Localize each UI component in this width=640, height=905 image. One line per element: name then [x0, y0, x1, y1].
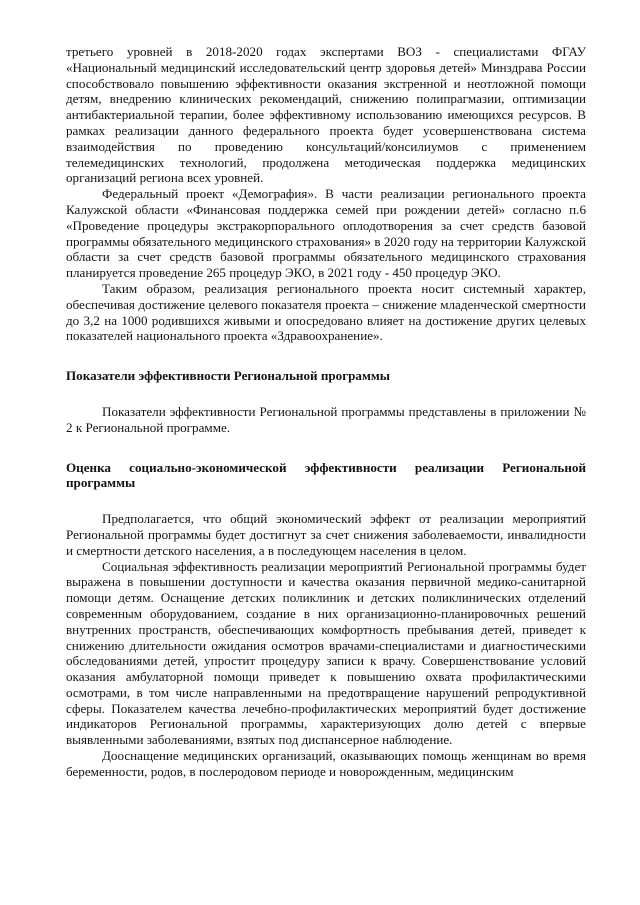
spacer [66, 491, 586, 511]
paragraph-continuation: третьего уровней в 2018-2020 годах экспертами ВОЗ - специалистами ФГАУ «Национальный медицинский исследовательский центр здоровья детей» Минздрава России способствовало повышению эффективности оказания экстренной и неотложной помощи детям, внедрению клинических рекомендаций, снижению полипрагмазии, оптимизации антибактериальной терапии, более эффективному использованию имеющихся ресурсов. В рамках реализации данного федерального проекта будет усовершенствована система взаимодействия по проведению консультаций/консилиумов с применением телемедицинских технологий, продолжена методическая поддержка медицинских организаций региона всех уровней. [66, 44, 586, 186]
paragraph-indicators: Показатели эффективности Региональной программы представлены в приложении № 2 к Региональной программе. [66, 403, 586, 435]
spacer [66, 344, 586, 368]
paragraph-equipment: Дооснащение медицинских организаций, оказывающих помощь женщинам во время беременности, родов, в послеродовом периоде и новорожденным, медицинским [66, 748, 586, 779]
section-heading-indicators: Показатели эффективности Региональной программы [66, 368, 391, 384]
section-heading-evaluation: Оценка социально-экономической эффективности реализации Региональной программы [66, 459, 586, 491]
document-page [66, 44, 586, 780]
paragraph-conclusion: Таким образом, реализация регионального проекта носит системный характер, обеспечивая достижение целевого показателя проекта – снижение младенческой смертности до 3,2 на 1000 родившихся живыми и опосредовано влияет на достижение других целевых показателей национального проекта «Здравоохранение». [66, 280, 586, 344]
paragraph-economic-effect: Предполагается, что общий экономический эффект от реализации мероприятий Региональной программы будет достигнут за счет снижения заболеваемости, инвалидности и смертности детского населения, а в последующем населения в целом. [66, 511, 586, 558]
paragraph-social-effect: Социальная эффективность реализации мероприятий Региональной программы будет выражена в повышении доступности и качества оказания первичной медико-санитарной помощи детям. Оснащение детских поликлиник и детских поликлинических отделений современным оборудованием, создание в них организационно-планировочных решений внутренних пространств, обеспечивающих комфортность пребывания детей, приведет к снижению длительности ожидания осмотров врачами-специалистами и диагностическими обследованиями детей, упростит процедуру записи к врачу. Совершенствование условий оказания амбулаторной помощи приведет к повышению охвата профилактическими осмотрами, в том числе направленными на предотвращение нарушений репродуктивной сферы. Показателем качества лечебно-профилактических мероприятий будет достижение индикаторов Региональной программы, характеризующих долю детей с впервые выявленными заболеваниями, взятых под диспансерное наблюдение. [66, 558, 586, 748]
paragraph-demography: Федеральный проект «Демография». В части реализации регионального проекта Калужской области «Финансовая поддержка семей при рождении детей» согласно п.6 «Проведение процедуры экстракорпорального оплодотворения за счет средств базовой программы обязательного медицинского страхования» в 2020 году на территории Калужской области за счет средств базовой программы обязательного медицинского страхования планируется проведение 265 процедур ЭКО, в 2021 году - 450 процедур ЭКО. [66, 186, 586, 281]
spacer [66, 436, 586, 460]
spacer [66, 384, 586, 404]
